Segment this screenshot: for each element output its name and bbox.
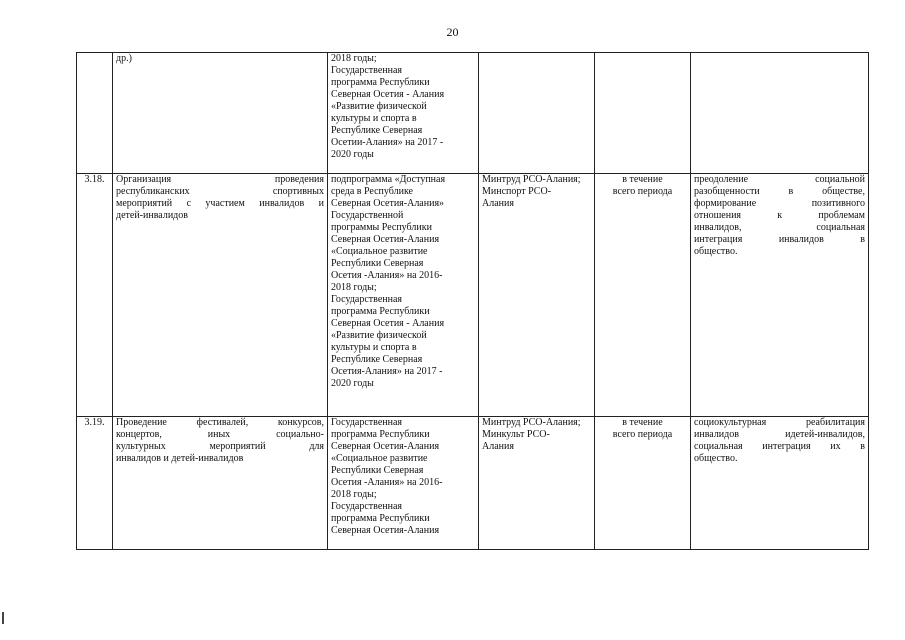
program-line: Республики Северная — [331, 465, 424, 476]
table-row — [77, 174, 869, 417]
program-line: программа Республики — [331, 429, 430, 440]
row-number-cell: 3.18. — [77, 174, 113, 417]
program-line: Республики Северная — [331, 258, 424, 269]
result-cell — [691, 53, 869, 174]
executor-line: Алания — [482, 198, 514, 209]
result-line: интеграция инвалидов в — [694, 234, 865, 245]
executor-cell — [479, 174, 595, 417]
event-cell — [113, 417, 328, 550]
program-line: Государственная — [331, 294, 403, 305]
executor-line: Минтруд РСО-Алания; — [482, 174, 581, 185]
term-line: всего периода — [612, 186, 673, 197]
executor-line: Минспорт РСО- — [482, 186, 552, 197]
program-line: «Социальное развитие — [331, 453, 428, 464]
term-line: в течение — [622, 174, 663, 185]
program-line: 2018 годы; — [331, 53, 377, 64]
event-line: детей-инвалидов — [116, 210, 188, 221]
executor-cell — [479, 417, 595, 550]
program-line: Республике Северная — [331, 354, 423, 365]
table-row — [77, 53, 869, 174]
program-cell — [328, 417, 479, 550]
program-line: Северная Осетия-Алания — [331, 525, 440, 536]
program-line: Северная Осетия-Алания — [331, 234, 440, 245]
event-cell — [113, 174, 328, 417]
executor-cell — [479, 53, 595, 174]
event-line: республиканских спортивных — [116, 186, 324, 197]
result-line: общество. — [694, 246, 738, 257]
program-line: 2020 годы — [331, 149, 374, 160]
program-line: подпрограмма «Доступная — [331, 174, 446, 185]
program-line: Государственная — [331, 417, 403, 428]
program-line: Республике Северная — [331, 125, 423, 136]
term-cell — [595, 53, 691, 174]
event-line: концертов, иных социально- — [116, 429, 324, 440]
result-line: социокультурная реабилитация — [694, 417, 865, 428]
result-line: общество. — [694, 453, 738, 464]
program-line: Осетия-Алания» на 2017 - — [331, 366, 443, 377]
program-line: «Развитие физической — [331, 330, 427, 341]
program-line: «Развитие физической — [331, 101, 427, 112]
program-line: Осетии-Алания» на 2017 - — [331, 137, 444, 148]
measures-table — [76, 52, 869, 550]
table-row — [77, 417, 869, 550]
result-line: инвалидов, социальная — [694, 222, 865, 233]
term-line: всего периода — [612, 429, 673, 440]
term-cell — [595, 417, 691, 550]
row-number-cell: 3.19. — [77, 417, 113, 550]
event-line: инвалидов и детей-инвалидов — [116, 453, 244, 464]
result-line: преодоление социальной — [694, 174, 865, 185]
event-cell — [113, 53, 328, 174]
program-line: программа Республики — [331, 77, 430, 88]
program-line: 2018 годы; — [331, 282, 377, 293]
program-cell — [328, 53, 479, 174]
result-cell — [691, 417, 869, 550]
executor-line: Минтруд РСО-Алания; — [482, 417, 581, 428]
event-line: мероприятий с участием инвалидов и — [116, 198, 324, 209]
program-line: Государственная — [331, 501, 403, 512]
program-cell — [328, 174, 479, 417]
event-line: др.) — [116, 53, 132, 64]
program-line: культуры и спорта в — [331, 113, 417, 124]
program-line: Государственная — [331, 65, 403, 76]
program-line: «Социальное развитие — [331, 246, 428, 257]
program-line: программа Республики — [331, 306, 430, 317]
event-line: Проведение фестивалей, конкурсов, — [116, 417, 324, 428]
result-line: инвалидов идетей-инвалидов, — [694, 429, 865, 440]
program-line: программы Республики — [331, 222, 432, 233]
program-line: 2020 годы — [331, 378, 374, 389]
event-line: Организация проведения — [116, 174, 324, 185]
result-line: отношения к проблемам — [694, 210, 865, 221]
program-line: Осетия -Алания» на 2016- — [331, 270, 443, 281]
page-number: 20 — [446, 25, 459, 39]
program-line: Северная Осетия-Алания» — [331, 198, 445, 209]
result-line: социальная интеграция их в — [694, 441, 865, 452]
program-line: Государственной — [331, 210, 404, 221]
term-cell — [595, 174, 691, 417]
executor-line: Минкульт РСО- — [482, 429, 550, 440]
program-line: 2018 годы; — [331, 489, 377, 500]
program-line: Северная Осетия-Алания — [331, 441, 440, 452]
program-line: культуры и спорта в — [331, 342, 417, 353]
result-cell — [691, 174, 869, 417]
scan-margin-mark — [2, 612, 4, 624]
result-line: формирование позитивного — [694, 198, 865, 209]
row-number-cell — [77, 53, 113, 174]
program-line: Осетия -Алания» на 2016- — [331, 477, 443, 488]
term-line: в течение — [622, 417, 663, 428]
program-line: Северная Осетия - Алания — [331, 89, 445, 100]
program-line: программа Республики — [331, 513, 430, 524]
program-line: среда в Республике — [331, 186, 413, 197]
result-line: разобщенности в обществе, — [694, 186, 865, 197]
event-line: культурных мероприятий для — [116, 441, 324, 452]
program-line: Северная Осетия - Алания — [331, 318, 445, 329]
executor-line: Алания — [482, 441, 514, 452]
